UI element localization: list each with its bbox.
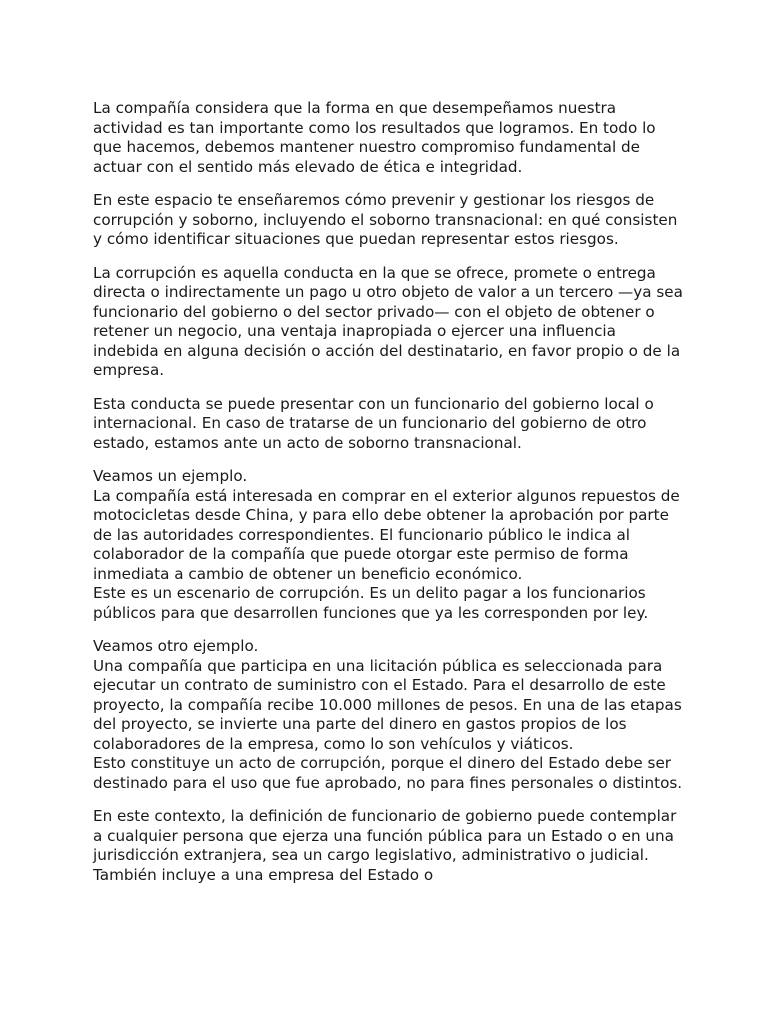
paragraph-purpose: En este espacio te enseñaremos cómo prevenir y gestionar los riesgos de corrupción y soborno, incluyendo el soborno transnacional: en qué consisten y cómo identificar situaciones que puedan representar estos riesgos.: [93, 191, 678, 248]
paragraph-government-official: En este contexto, la definición de funcionario de gobierno puede contemplar a cualquier persona que ejerza una función pública para un Estado o en una jurisdicción extranjera, sea un cargo legislativo, administrativo o judicial. También incluye a una empresa del Estado o: [93, 807, 677, 884]
paragraph-transnational: Esta conducta se puede presentar con un funcionario del gobierno local o internacional. En caso de tratarse de un funcionario del gobierno de otro estado, estamos ante un acto de soborno transnacional.: [93, 394, 654, 452]
document-body: [93, 99, 683, 899]
paragraph-example-two: Veamos otro ejemplo. Una compañía que participa en una licitación pública es seleccionada para ejecutar un contrato de suministro con el Estado. Para el desarrollo de este proyecto, la compañía recibe 10.000 millones de pesos. En una de las etapas del proyecto, se invierte una parte del dinero en gastos propios de los colaboradores de la empresa, como lo son vehículos y viáticos. Esto constituye un acto de corrupción, porque el dinero del Estado debe ser destinado para el uso que fue aprobado, no para fines personales o distintos.: [93, 637, 683, 792]
paragraph-definition-corruption: La corrupción es aquella conducta en la que se ofrece, promete o entrega directa o indirectamente un pago u otro objeto de valor a un tercero —ya sea funcionario del gobierno o del sector privado— con el objeto de obtener o retener un negocio, una ventaja inapropiada o ejercer una influencia indebida en alguna decisión o acción del destinatario, en favor propio o de la empresa.: [93, 263, 683, 379]
paragraph-example-one: Veamos un ejemplo. La compañía está interesada en comprar en el exterior algunos repuestos de motocicletas desde China, y para ello debe obtener la aprobación por parte de las autoridades correspondientes. El funcionario público le indica al colaborador de la compañía que puede otorgar este permiso de forma inmediata a cambio de obtener un beneficio económico. Este es un escenario de corrupción. Es un delito pagar a los funcionarios públicos para que desarrollen funciones que ya les corresponden por ley.: [93, 467, 680, 622]
paragraph-intro: La compañía considera que la forma en que desempeñamos nuestra actividad es tan importante como los resultados que logramos. En todo lo que hacemos, debemos mantener nuestro compromiso fundamental de actuar con el sentido más elevado de ética e integridad.: [93, 99, 656, 176]
